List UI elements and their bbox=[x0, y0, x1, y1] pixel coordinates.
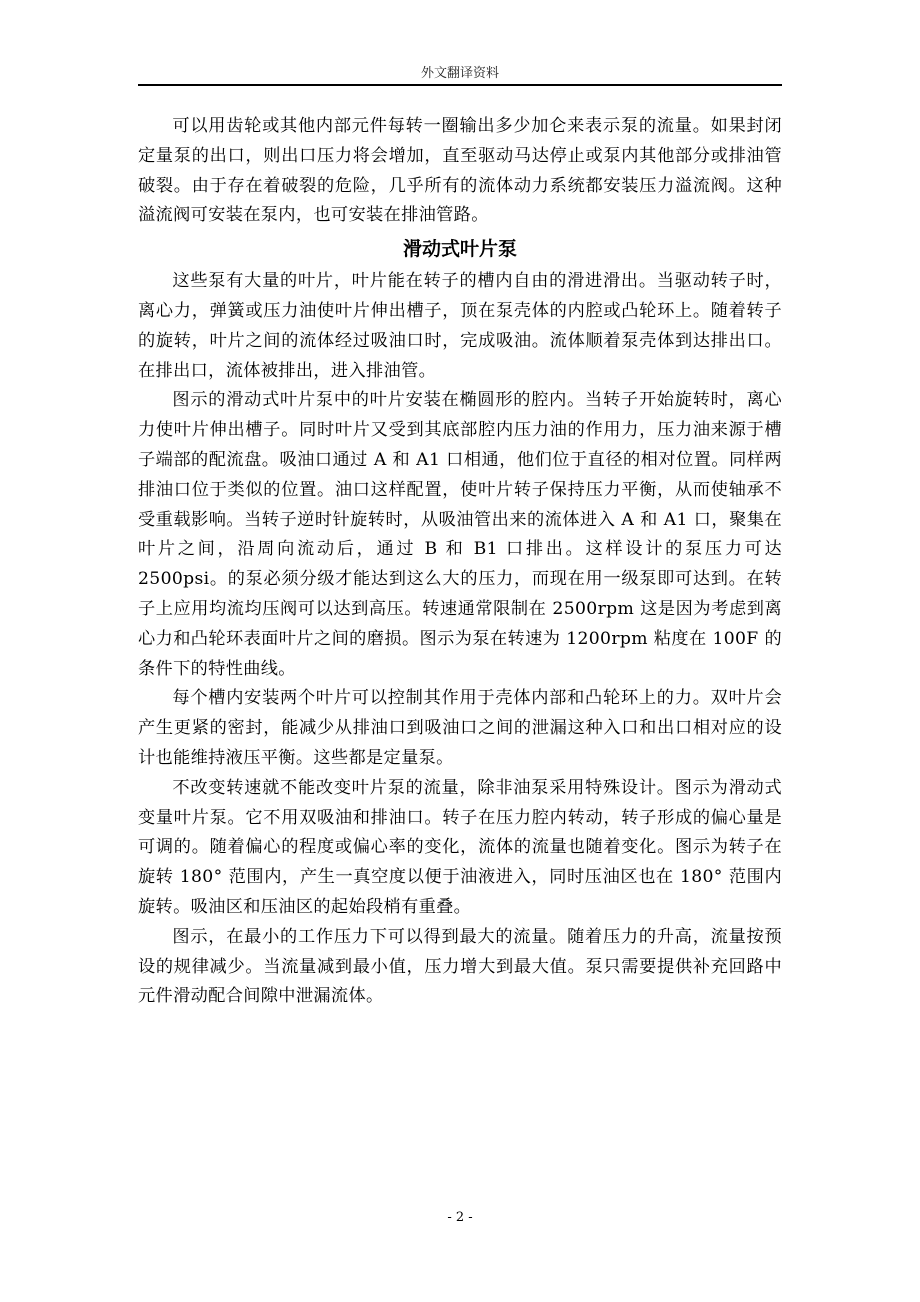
paragraph-vanes: 这些泵有大量的叶片，叶片能在转子的槽内自由的滑进滑出。当驱动转子时，离心力，弹簧或压力油使叶片伸出槽子，顶在泵壳体的内腔或凸轮环上。随着转子的旋转，叶片之间的流体经过吸油口时，完成吸油。流体顺着泵壳体到达排出口。在排出口，流体被排出，进入排油管。 bbox=[138, 271, 782, 381]
header-rule bbox=[138, 84, 782, 86]
page-number: - 2 - bbox=[447, 1210, 473, 1225]
paragraph-balanced-pump: 图示的滑动式叶片泵中的叶片安装在椭圆形的腔内。当转子开始旋转时，离心力使叶片伸出槽子。同时叶片又受到其底部腔内压力油的作用力，压力油来源于槽子端部的配流盘。吸油口通过 A 和 A1 口相通，他们位于直径的相对位置。同样两排油口位于类似的位置。油口这样配置，使叶片转子保持压力平衡，从而使轴承不受重载影响。当转子逆时针旋转时，从吸油管出来的流体进入 A 和 A1 口，聚集在叶片之间，沿周向流动后，通过 B 和 B1 口排出。这样设计的泵压力可达 2500psi。的泵必须分级才能达到这么大的压力，而现在用一级泵即可达到。在转子上应用均流均压阀可以达到高压。转速通常限制在 2500rpm 这是因为考虑到离心力和凸轮环表面叶片之间的磨损。图示为泵在转速为 1200rpm 粘度在 100F 的条件下的特性曲线。 bbox=[138, 390, 782, 679]
paragraph-pump-flow: 可以用齿轮或其他内部元件每转一圈输出多少加仑来表示泵的流量。如果封闭定量泵的出口，则出口压力将会增加，直至驱动马达停止或泵内其他部分或排油管破裂。由于存在着破裂的危险，几乎所有的流体动力系统都安装压力溢流阀。这种溢流阀可安装在泵内，也可安装在排油管路。 bbox=[138, 116, 782, 226]
document-body bbox=[138, 112, 782, 1012]
running-header: 外文翻译资料 bbox=[420, 66, 499, 81]
paragraph-variable-pump: 不改变转速就不能改变叶片泵的流量，除非油泵采用特殊设计。图示为滑动式变量叶片泵。它不用双吸油和排油口。转子在压力腔内转动，转子形成的偏心量是可调的。随着偏心的程度或偏心率的变化，流体的流量也随着变化。图示为转子在旋转 180° 范围内，产生一真空度以便于油液进入，同时压油区也在 180° 范围内旋转。吸油区和压油区的起始段梢有重叠。 bbox=[138, 777, 782, 917]
paragraph-double-vanes: 每个槽内安装两个叶片可以控制其作用于壳体内部和凸轮环上的力。双叶片会产生更紧的密封，能减少从排油口到吸油口之间的泄漏这种入口和出口相对应的设计也能维持液压平衡。这些都是定量泵。 bbox=[138, 688, 782, 768]
section-heading: 滑动式叶片泵 bbox=[402, 238, 517, 261]
paragraph-pressure-flow: 图示，在最小的工作压力下可以得到最大的流量。随着压力的升高，流量按预设的规律减少。当流量减到最小值，压力增大到最大值。泵只需要提供补充回路中元件滑动配合间隙中泄漏流体。 bbox=[138, 926, 782, 1007]
